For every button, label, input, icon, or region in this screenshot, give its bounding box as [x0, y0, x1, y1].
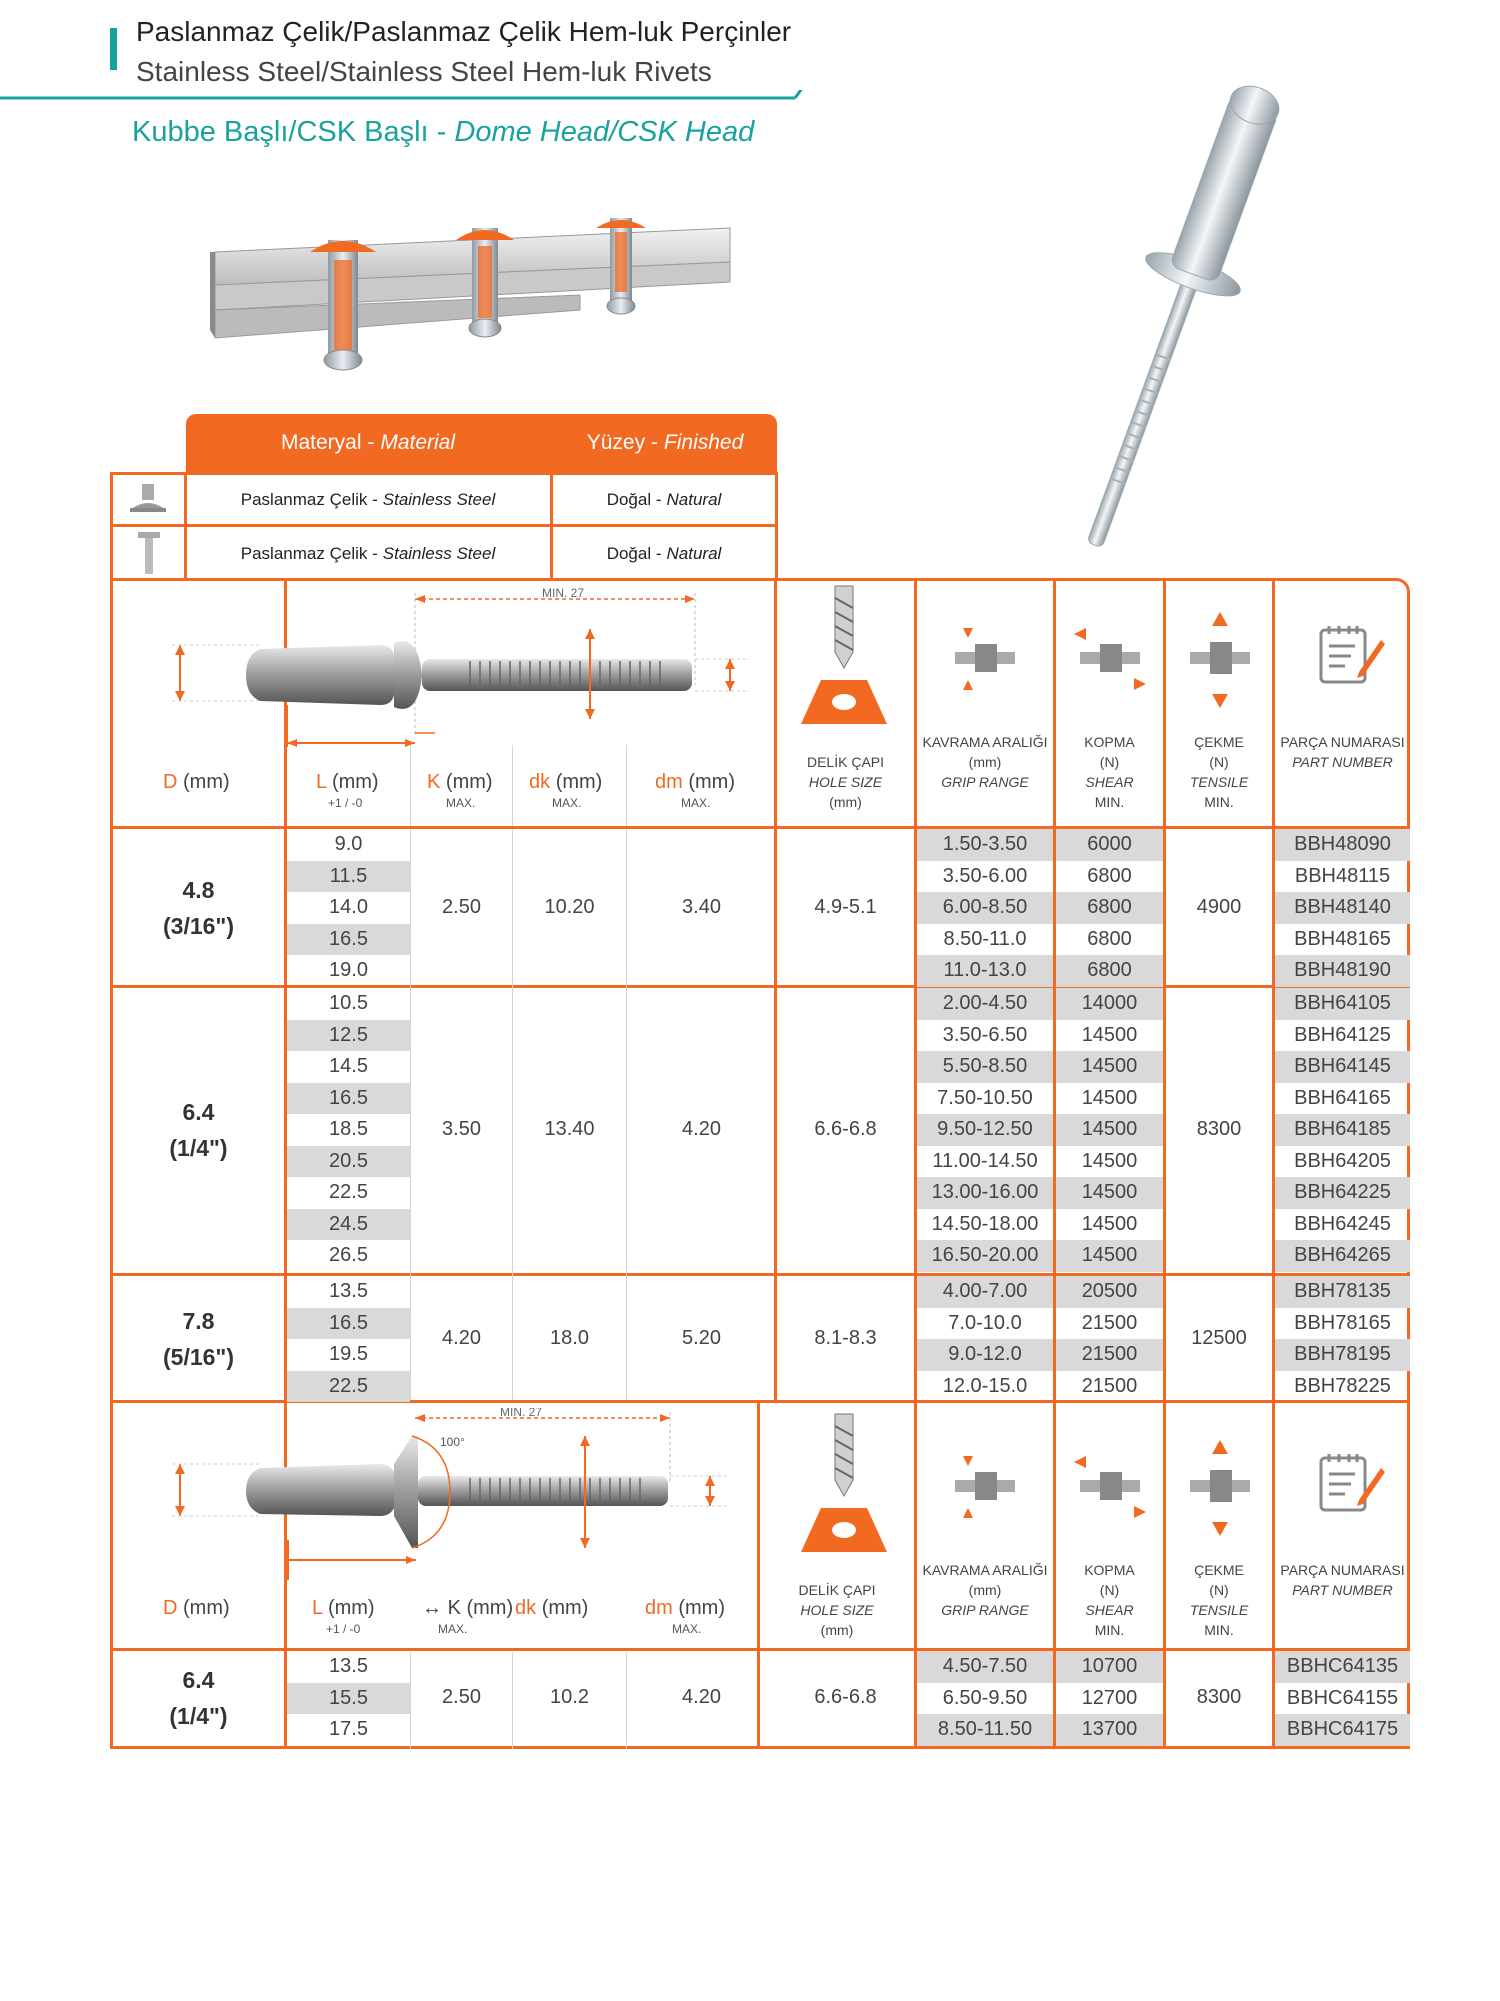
col-k-note: MAX. — [446, 796, 476, 810]
shear-icon — [1070, 624, 1150, 694]
dome-length-cell: 22.5 — [287, 1371, 410, 1403]
dome-part-number-cell: BBH64165 — [1294, 1086, 1391, 1109]
csk-shear-cell: 13700 — [1056, 1714, 1163, 1746]
col-dm-label: dm (mm) — [655, 771, 735, 793]
dome-grip-range-cell: 6.00-8.50 — [917, 892, 1053, 924]
page-title-tr: Paslanmaz Çelik/Paslanmaz Çelik Hem-luk Perçinler — [136, 16, 792, 47]
col-l-tolerance: +1 / -0 — [328, 796, 363, 810]
dome-part-number-cell: BBH78225 — [1294, 1374, 1391, 1397]
drill-icon — [795, 1410, 895, 1560]
tensile-icon — [1180, 608, 1260, 712]
csk-length-cell: 15.5 — [287, 1683, 410, 1715]
csk-grip-range-cell: 4.50-7.50 — [917, 1651, 1053, 1683]
dome-dk-value: 13.40 — [544, 1117, 595, 1140]
svg-text:100°: 100° — [440, 1435, 465, 1449]
dome-part-number-cell: BBH64185 — [1275, 1114, 1410, 1146]
dome-length-cell: 19.5 — [329, 1343, 368, 1365]
dome-diameter-label: 6.4 (1/4") — [169, 1098, 228, 1161]
title-underline — [0, 90, 830, 104]
col-dm-note: MAX. — [681, 796, 711, 810]
tensile-header: ÇEKME (N) TENSILE MIN. — [1189, 734, 1249, 810]
dome-part-number-cell: BBH78195 — [1275, 1339, 1410, 1371]
dome-part-number-cell: BBH78135 — [1275, 1276, 1410, 1308]
col-l-label: L (mm) — [316, 771, 379, 793]
dome-shear-cell: 21500 — [1081, 1311, 1138, 1334]
material-row-2: Paslanmaz Çelik - Stainless Steel — [240, 543, 496, 563]
csk-col-k-note: MAX. — [438, 1622, 468, 1636]
csk-dk-value: 10.2 — [550, 1686, 589, 1709]
grip-icon — [945, 1452, 1025, 1522]
dome-part-number-cell: BBH64205 — [1294, 1149, 1391, 1172]
dome-tensile-value: 12500 — [1191, 1327, 1247, 1349]
dome-diameter-label: 4.8 (3/16") — [163, 876, 234, 939]
csk-part-number-cell: BBHC64135 — [1275, 1651, 1410, 1683]
csk-col-l-label: L (mm) — [312, 1597, 375, 1619]
dome-length-cell: 14.5 — [329, 1055, 368, 1077]
dome-part-number-cell: BBH48090 — [1275, 829, 1410, 861]
dome-grip-range-cell: 16.50-20.00 — [917, 1240, 1053, 1272]
dome-grip-range-cell: 11.0-13.0 — [917, 955, 1053, 987]
dome-dm-value: 3.40 — [682, 895, 721, 918]
csk-k-value: 2.50 — [442, 1686, 481, 1709]
csk-col-l-tolerance: +1 / -0 — [326, 1622, 361, 1636]
dome-shear-cell: 6800 — [1056, 892, 1163, 924]
shear-icon — [1070, 1452, 1150, 1522]
csk-part-number-cell: BBHC64175 — [1275, 1714, 1410, 1746]
notepad-icon — [1315, 1450, 1387, 1516]
dome-rivet-drawing — [150, 585, 770, 750]
dome-length-cell: 24.5 — [287, 1209, 410, 1241]
dome-shear-cell: 14500 — [1081, 1086, 1138, 1109]
divider — [775, 472, 778, 580]
csk-col-dm-note: MAX. — [672, 1622, 702, 1636]
csk-rivet-drawing — [150, 1408, 750, 1558]
dome-shear-cell: 21500 — [1081, 1374, 1138, 1397]
dome-length-cell: 12.5 — [287, 1020, 410, 1052]
dome-dk-value: 18.0 — [550, 1327, 589, 1349]
dome-shear-cell: 14000 — [1056, 988, 1163, 1020]
csk-length-cell: 17.5 — [329, 1718, 368, 1740]
divider — [110, 472, 113, 580]
dome-length-cell: 11.5 — [287, 861, 410, 893]
shear-header: KOPMA (N) SHEAR MIN. — [1084, 734, 1135, 810]
dome-shear-cell: 14500 — [1056, 1114, 1163, 1146]
dome-grip-range-cell: 1.50-3.50 — [917, 829, 1053, 861]
dome-length-cell: 14.0 — [329, 896, 368, 918]
dome-hole-size-value: 8.1-8.3 — [814, 1327, 877, 1349]
dome-dk-value: 10.20 — [544, 895, 595, 918]
dome-shear-cell: 14500 — [1056, 1051, 1163, 1083]
dome-length-cell: 10.5 — [329, 992, 368, 1014]
dome-length-cell: 22.5 — [329, 1181, 368, 1203]
dome-grip-range-cell: 4.00-7.00 — [917, 1276, 1053, 1308]
dome-grip-range-cell: 7.50-10.50 — [937, 1086, 1033, 1109]
dome-tensile-value: 8300 — [1196, 1117, 1242, 1140]
svg-text:MIN. 27: MIN. 27 — [542, 586, 585, 600]
csk-shear-header: KOPMA (N) SHEAR MIN. — [1084, 1562, 1135, 1638]
dome-part-number-cell: BBH64245 — [1294, 1212, 1391, 1235]
dome-grip-range-cell: 12.0-15.0 — [942, 1374, 1028, 1397]
grip-icon — [945, 624, 1025, 694]
dome-grip-range-cell: 9.0-12.0 — [917, 1339, 1053, 1371]
csk-grip-range-cell: 8.50-11.50 — [917, 1714, 1053, 1746]
dome-part-number-cell: BBH48115 — [1294, 864, 1391, 887]
dome-k-value: 3.50 — [442, 1117, 481, 1140]
dome-grip-range-cell: 3.50-6.00 — [942, 864, 1028, 887]
dome-grip-range-cell: 2.00-4.50 — [917, 988, 1053, 1020]
dome-shear-cell: 14500 — [1056, 1177, 1163, 1209]
dome-dm-value: 4.20 — [682, 1117, 721, 1140]
dome-grip-range-cell: 14.50-18.00 — [931, 1212, 1039, 1235]
csk-col-k-label: ↔ K (mm) — [422, 1597, 514, 1619]
csk-grip-range-cell: 6.50-9.50 — [942, 1686, 1028, 1709]
dome-shear-cell: 6800 — [1087, 864, 1132, 887]
svg-text:MIN. 27: MIN. 27 — [500, 1408, 543, 1419]
dome-k-value: 4.20 — [442, 1327, 481, 1349]
finish-header: Yüzey - Finished — [586, 431, 744, 454]
csk-col-dk-label: dk (mm) — [515, 1597, 589, 1619]
col-dk-note: MAX. — [552, 796, 582, 810]
dome-length-cell: 16.5 — [287, 1308, 410, 1340]
rivet-assembly-image — [210, 210, 740, 385]
finish-row-1: Doğal - Natural — [606, 489, 722, 509]
dome-shear-cell: 14500 — [1081, 1023, 1138, 1046]
dome-grip-range-cell: 8.50-11.0 — [943, 927, 1027, 950]
dome-shear-cell: 6800 — [1087, 927, 1132, 950]
dome-part-number-cell: BBH64225 — [1275, 1177, 1410, 1209]
csk-shear-cell: 12700 — [1081, 1686, 1138, 1709]
dome-part-number-cell: BBH48190 — [1275, 955, 1410, 987]
dome-diameter-label: 7.8 (5/16") — [163, 1308, 234, 1370]
csk-length-arrow — [280, 1540, 430, 1580]
csk-tensile-header: ÇEKME (N) TENSILE MIN. — [1189, 1562, 1249, 1638]
csk-col-d-label: D (mm) — [163, 1597, 230, 1619]
part-number-header: PARÇA NUMARASI PART NUMBER — [1280, 734, 1405, 770]
material-row-1: Paslanmaz Çelik - Stainless Steel — [240, 489, 496, 509]
dome-shear-cell: 21500 — [1056, 1339, 1163, 1371]
section-subtitle: Kubbe Başlı/CSK Başlı - Dome Head/CSK Head — [132, 116, 755, 148]
csk-hole-size-value: 6.6-6.8 — [814, 1686, 877, 1709]
dome-grip-range-cell: 5.50-8.50 — [917, 1051, 1053, 1083]
dome-length-cell: 16.5 — [287, 1083, 410, 1115]
dome-grip-range-cell: 9.50-12.50 — [917, 1114, 1053, 1146]
hole-size-header: DELİK ÇAPI HOLE SIZE (mm) — [806, 754, 885, 810]
drill-icon — [795, 582, 895, 732]
dome-part-number-cell: BBH64145 — [1275, 1051, 1410, 1083]
csk-part-number-header: PARÇA NUMARASI PART NUMBER — [1280, 1562, 1405, 1598]
col-d-label: D (mm) — [163, 771, 230, 793]
dome-dm-value: 5.20 — [682, 1327, 721, 1349]
col-k-label: K (mm) — [427, 771, 493, 793]
dome-grip-range-cell: 7.0-10.0 — [948, 1311, 1022, 1334]
dome-grip-range-cell: 11.00-14.50 — [932, 1149, 1038, 1172]
dome-hole-size-value: 6.6-6.8 — [814, 1117, 877, 1140]
dome-shear-cell: 14500 — [1081, 1212, 1138, 1235]
dome-shear-cell: 6000 — [1056, 829, 1163, 861]
dome-length-cell: 26.5 — [329, 1244, 368, 1266]
notepad-icon — [1315, 622, 1387, 688]
page-title-en: Stainless Steel/Stainless Steel Hem-luk Rivets — [136, 56, 712, 87]
dome-part-number-cell: BBH64265 — [1275, 1240, 1410, 1272]
csk-hole-size-header: DELİK ÇAPI HOLE SIZE (mm) — [798, 1582, 876, 1638]
material-header: Materyal - Material — [280, 431, 456, 454]
dome-length-cell: 18.5 — [329, 1118, 368, 1140]
dome-shear-cell: 6800 — [1056, 955, 1163, 987]
csk-grip-range-header: KAVRAMA ARALIĞI (mm) GRIP RANGE — [922, 1562, 1048, 1618]
dome-length-cell: 9.0 — [334, 833, 363, 855]
grip-range-header: KAVRAMA ARALIĞI (mm) GRIP RANGE — [922, 734, 1048, 790]
dome-part-number-cell: BBH48140 — [1275, 892, 1410, 924]
csk-col-dm-label: dm (mm) — [645, 1597, 725, 1619]
dome-shear-cell: 14500 — [1081, 1149, 1138, 1172]
dome-k-value: 2.50 — [442, 895, 481, 918]
dome-length-cell: 16.5 — [287, 924, 410, 956]
csk-diameter-label: 6.4 (1/4") — [169, 1667, 228, 1730]
csk-part-number-cell: BBHC64155 — [1286, 1686, 1399, 1709]
csk-length-cell: 13.5 — [329, 1655, 368, 1677]
dome-shear-cell: 20500 — [1056, 1276, 1163, 1308]
col-dk-label: dk (mm) — [529, 771, 603, 793]
dome-part-number-cell: BBH48165 — [1294, 927, 1391, 950]
dome-hole-size-value: 4.9-5.1 — [814, 895, 877, 918]
dome-shear-cell: 14500 — [1056, 1240, 1163, 1272]
dome-part-number-cell: BBH64105 — [1275, 988, 1410, 1020]
csk-tensile-value: 8300 — [1196, 1686, 1242, 1709]
dome-grip-range-cell: 13.00-16.00 — [917, 1177, 1053, 1209]
finish-row-2: Doğal - Natural — [606, 543, 722, 563]
dome-part-number-cell: BBH78165 — [1294, 1311, 1391, 1334]
csk-shear-cell: 10700 — [1056, 1651, 1163, 1683]
dome-tensile-value: 4900 — [1196, 895, 1242, 918]
rivet-product-image — [1050, 60, 1310, 570]
divider — [774, 578, 777, 1400]
rivet-dome-icon — [128, 482, 168, 516]
dome-length-cell: 20.5 — [287, 1146, 410, 1178]
dome-grip-range-cell: 3.50-6.50 — [942, 1023, 1028, 1046]
rivet-pin-icon — [134, 530, 164, 576]
dome-length-cell: 13.5 — [329, 1280, 368, 1302]
title-accent-bar — [110, 28, 117, 70]
dome-part-number-cell: BBH64125 — [1294, 1023, 1391, 1046]
csk-dm-value: 4.20 — [682, 1686, 721, 1709]
tensile-icon — [1180, 1436, 1260, 1540]
dome-length-cell: 19.0 — [329, 959, 368, 981]
